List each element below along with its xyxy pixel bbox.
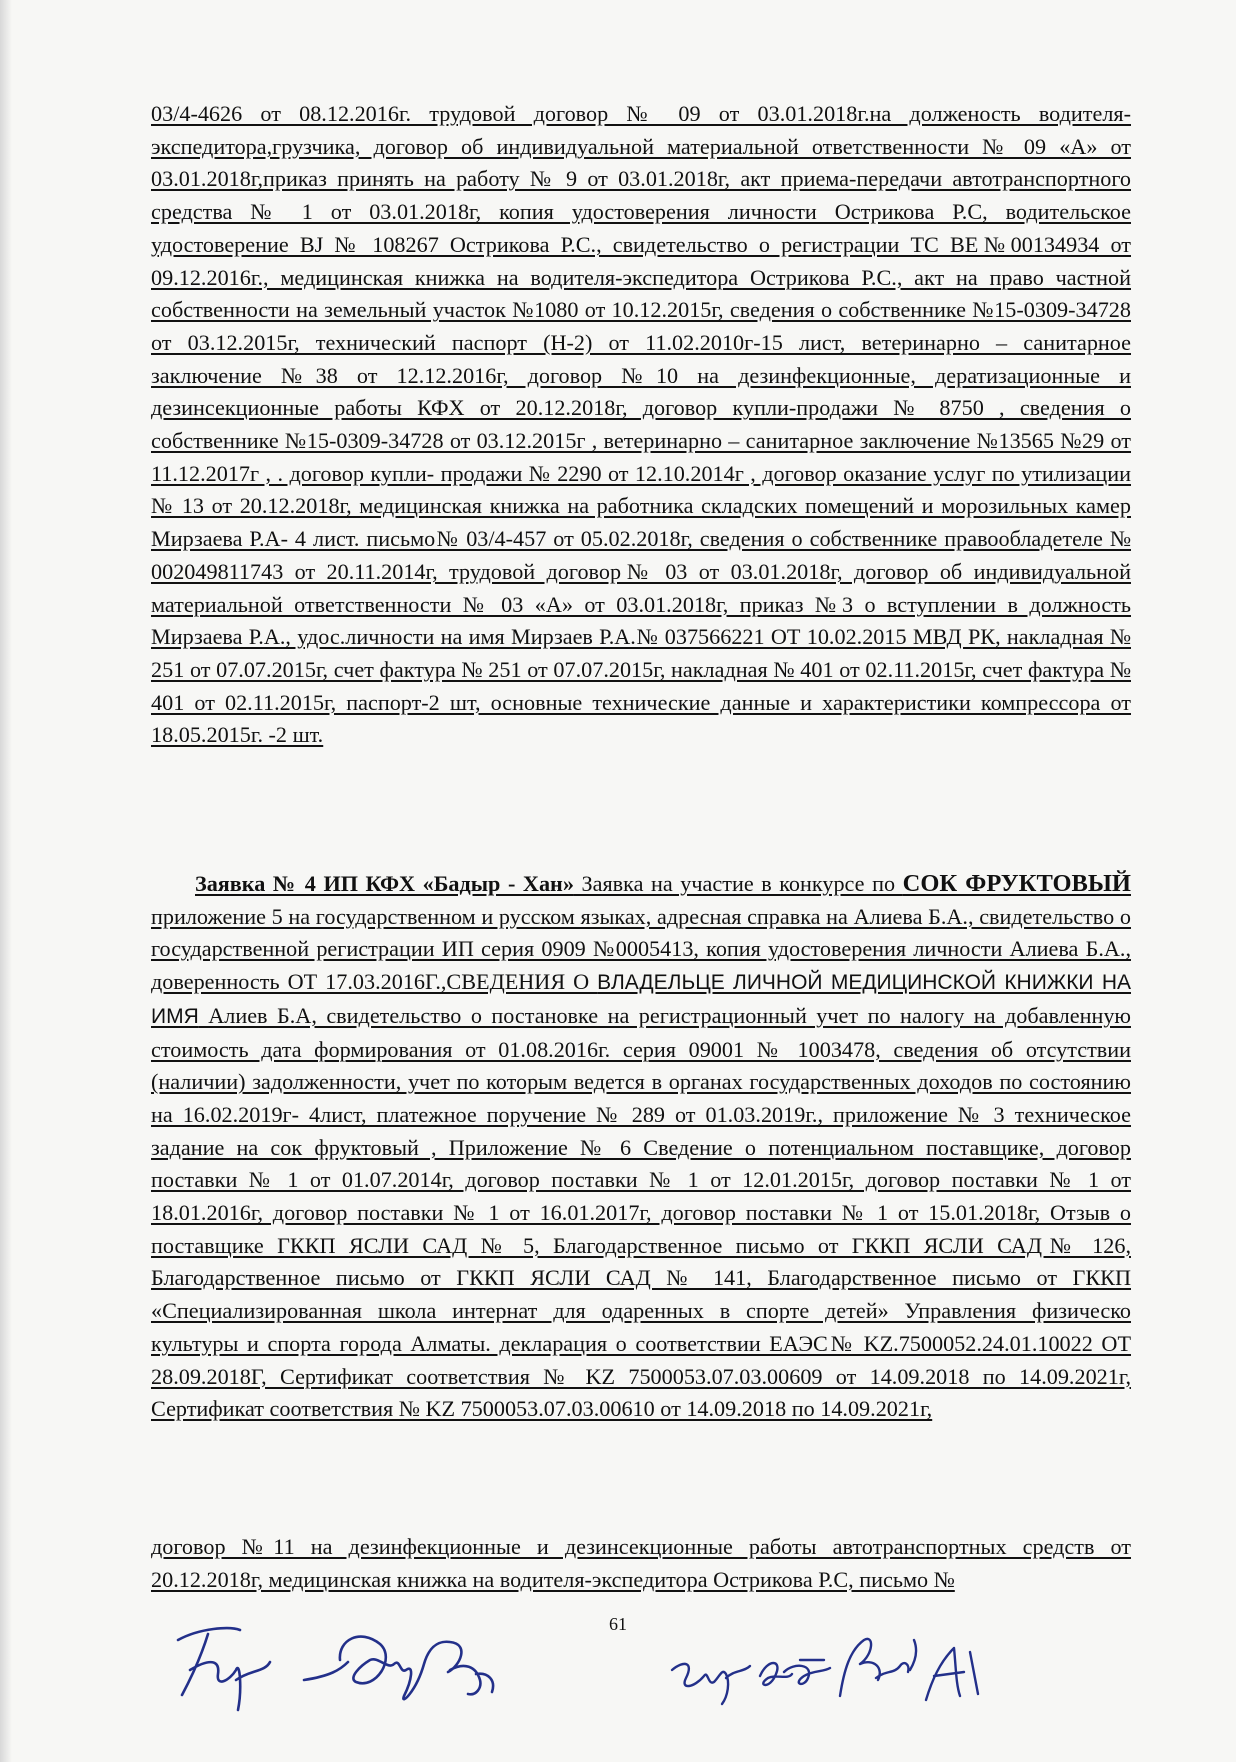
signature-3	[664, 1600, 994, 1720]
paragraph-2	[151, 868, 1131, 1426]
paragraph-2-text-2: приложение 5 на государственном и русском языках, адресная справка на Алиева Б.А., свидетельство о государственной регистрации ИП серия 0909 №0005413, копия удостоверения личности Алиева Б.А., доверенность ОТ 17.03.2016Г.,СВЕДЕНИЯ О	[151, 903, 1131, 995]
signature-2	[300, 1600, 530, 1720]
paragraph-3: договор №11 на дезинфекционные и дезинсекционные работы автотранспортных средств от 20.12.2018г, медицинская книжка на водителя-экспедитора Острикова Р.С, письмо №	[151, 1534, 1131, 1592]
application-heading: Заявка № 4 ИП КФХ «Бадыр - Хан»	[195, 871, 574, 896]
signature-1	[170, 1600, 300, 1720]
page-number: 61	[609, 1614, 627, 1634]
paragraph-1: 03/4-4626 от 08.12.2016г. трудовой договор № 09 от 03.01.2018г.на долженость водителя-экспедитора,грузчика, договор об индивидуальной материальной ответственности № 09 «А» от 03.01.2018г,приказ принять на работу № 9 от 03.01.2018г, акт приема-передачи автотранспортного средства № 1 от 03.01.2018г, копия удостоверения личности Острикова Р.С, водительское удостоверение BJ № 108267 Острикова Р.С., свидетельство о регистрации ТС ВЕ№00134934 от 09.12.2016г., медицинская книжка на водителя-экспедитора Острикова Р.С., акт на право частной собственности на земельный участок №1080 от 10.12.2015г, сведения о собственнике №15-0309-34728 от 03.12.2015г, технический паспорт (Н-2) от 11.02.2010г-15 лист, ветеринарно – санитарное заключение №38 от 12.12.2016г, договор №10 на дезинфекционные, дератизационные и дезинсекционные работы КФХ от 20.12.2018г, договор купли-продажи № 8750 , сведения о собственнике №15-0309-34728 от 03.12.2015г , ветеринарно – санитарное заключение №13565 №29 от 11.12.2017г , . договор купли- продажи № 2290 от 12.10.2014г , договор оказание услуг по утилизации № 13 от 20.12.2018г, медицинская книжка на работника складских помещений и морозильных камер Мирзаева Р.А- 4 лист. письмо№ 03/4-457 от 05.02.2018г, сведения о собственнике правообладетеле № 002049811743 от 20.11.2014г, трудовой договор№ 03 от 03.01.2018г, договор об индивидуальной материальной ответственности № 03 «А» от 03.01.2018г, приказ №3 о вступлении в должность Мирзаева Р.А., удос.личности на имя Мирзаев Р.А.№ 037566221 ОТ 10.02.2015 МВД РК, накладная № 251 от 07.07.2015г, счет фактура № 251 от 07.07.2015г, накладная № 401 от 02.11.2015г, счет фактура № 401 от 02.11.2015г, паспорт-2 шт, основные технические данные и характеристики компрессора от 18.05.2015г. -2 шт.	[151, 101, 1131, 748]
paragraph-2-text-1: Заявка на участие в конкурсе по	[573, 871, 903, 896]
product-name: СОК ФРУКТОВЫЙ	[902, 870, 1131, 897]
paragraph-2-text-3: Алиев Б.А, свидетельство о постановке на регистрационный учет по налогу на добавленную стоимость дата формирования от 01.08.2016г. серия 09001 № 1003478, сведения об отсутствии (наличии) задолженности, учет по которым ведется в органах государственных доходов по состоянию на 16.02.2019г- 4лист, платежное поручение № 289 от 01.03.2019г., приложение № 3 техническое задание на сок фруктовый , Приложение № 6 Сведение о потенциальном поставщике, договор поставки № 1 от 01.07.2014г, договор поставки № 1 от 12.01.2015г, договор поставки № 1 от 18.01.2016г, договор поставки № 1 от 16.01.2017г, договор поставки № 1 от 15.01.2018г, Отзыв о поставщике ГККП ЯСЛИ САД № 5, Благодарственное письмо от ГККП ЯСЛИ САД№ 126, Благодарственное письмо от ГККП ЯСЛИ САД № 141, Благодарственное письмо от ГККП «Специализированная школа интернат для одаренных в спорте детей» Управления физическо культуры и спорта города Алматы. декларация о соответствии ЕАЭС№ KZ.7500052.24.01.10022 ОТ 28.09.2018Г, Сертификат соответствия № KZ 7500053.07.03.00609 от 14.09.2018 по 14.09.2021г, Сертификат соответствия № KZ 7500053.07.03.00610 от 14.09.2018 по 14.09.2021г,	[151, 1002, 1131, 1422]
paragraph-2-sans-text: ВЛАДЕЛЬЦЕ ЛИЧНОЙ МЕДИЦИНСКОЙ КНИЖКИ НА ИМЯ	[151, 971, 1131, 1028]
